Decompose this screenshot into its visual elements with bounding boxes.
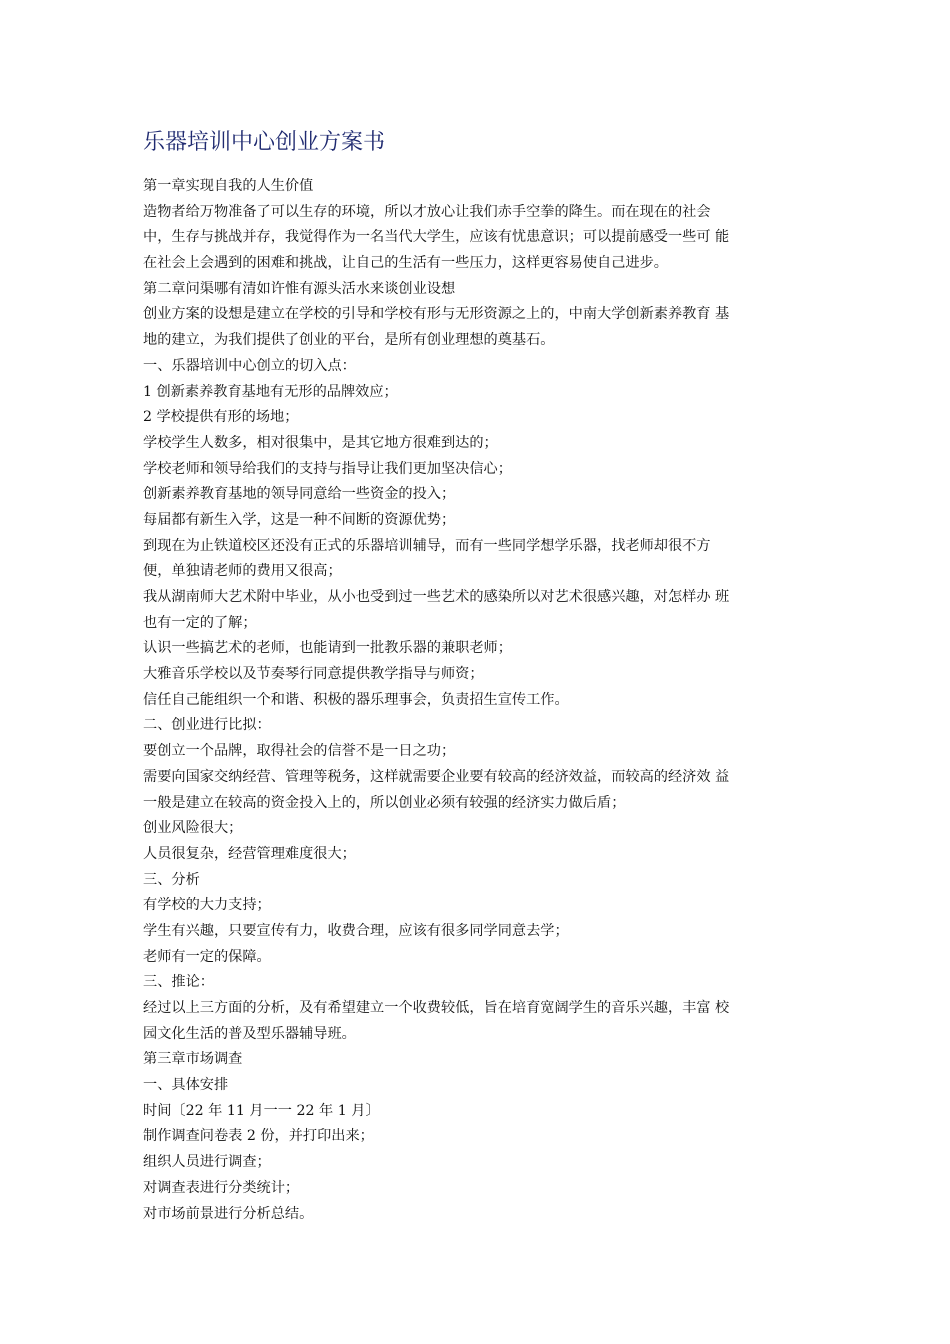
- document-body: [143, 174, 808, 1227]
- text-line: 三、推论：: [143, 974, 214, 991]
- text-line: 也有一定的了解；: [143, 614, 257, 631]
- text-line: 每届都有新生入学，这是一种不间断的资源优势；: [143, 511, 456, 528]
- text-line: 我从湖南师大艺术附中毕业，从小也受到过一些艺术的感染所以对艺术很感兴趣，对怎样办 班: [143, 589, 730, 605]
- text-line: 二、创业进行比拟：: [143, 717, 271, 734]
- text-line: 地的建立，为我们提供了创业的平台，是所有创业理想的奠基石。: [143, 332, 555, 349]
- text-line: 创业风险很大；: [143, 820, 243, 837]
- text-line: 老师有一定的保障。: [143, 948, 271, 965]
- text-line: 在社会上会遇到的困难和挑战，让自己的生活有一些压力，这样更容易使自己进步。: [143, 255, 668, 272]
- text-line: 便，单独请老师的费用又很高；: [143, 563, 342, 580]
- text-line: 2 学校提供有形的场地；: [143, 409, 299, 426]
- text-line: 园文化生活的普及型乐器辅导班。: [143, 1025, 356, 1042]
- text-line: 有学校的大力支持；: [143, 897, 271, 914]
- text-line: 对调查表进行分类统计；: [143, 1179, 300, 1196]
- text-line: 造物者给万物准备了可以生存的环境，所以才放心让我们赤手空拳的降生。而在现在的社会: [143, 203, 711, 220]
- text-line: 学生有兴趣，只要宣传有力，收费合理，应该有很多同学同意去学；: [143, 922, 569, 939]
- document-title: 乐器培训中心创业方案书: [143, 130, 386, 155]
- text-line: 时间〔22 年 11 月一一 22 年 1 月〕: [143, 1102, 380, 1119]
- text-line: 制作调查问卷表 2 份，并打印出来；: [143, 1128, 374, 1145]
- text-line: 创新素养教育基地的领导同意给一些资金的投入；: [143, 486, 456, 503]
- text-line: 需要向国家交纳经营、管理等税务，这样就需要企业要有较高的经济效益，而较高的经济效 益: [143, 768, 730, 785]
- text-line: 大雅音乐学校以及节奏琴行同意提供教学指导与师资；: [143, 666, 484, 683]
- text-line: 1 创新素养教育基地有无形的品牌效应；: [143, 383, 398, 400]
- text-line: 一、乐器培训中心创立的切入点：: [143, 357, 356, 374]
- text-line: 一、具体安排: [143, 1077, 229, 1094]
- text-line: 对市场前景进行分析总结。: [143, 1205, 314, 1222]
- text-line: 经过以上三方面的分析，及有希望建立一个收费较低，旨在培育宽阔学生的音乐兴趣，丰富 校: [143, 1000, 730, 1016]
- text-line: 第三章市场调查: [143, 1051, 243, 1068]
- text-line: 组织人员进行调查；: [143, 1154, 271, 1171]
- text-line: 认识一些搞艺术的老师，也能请到一批教乐器的兼职老师；: [143, 640, 512, 657]
- text-line: 人员很复杂，经营管理难度很大；: [143, 845, 356, 862]
- text-line: 信任自己能组织一个和谐、积极的器乐理事会，负责招生宣传工作。: [143, 691, 569, 708]
- text-line: 三、分析: [143, 871, 200, 888]
- text-line: 要创立一个品牌，取得社会的信誉不是一日之功；: [143, 743, 456, 760]
- text-line: 第一章实现自我的人生价值: [143, 178, 314, 194]
- text-line: 第二章问渠哪有清如许惟有源头活水来谈创业设想: [143, 280, 456, 297]
- text-line: 学校学生人数多，相对很集中，是其它地方很难到达的；: [143, 434, 498, 451]
- text-line: 中，生存与挑战并存，我觉得作为一名当代大学生，应该有忧患意识；可以提前感受一些可 能: [143, 229, 730, 246]
- text-line: 一般是建立在较高的资金投入上的，所以创业必须有较强的经济实力做后盾；: [143, 794, 626, 811]
- text-line: 学校老师和领导给我们的支持与指导让我们更加坚决信心；: [143, 460, 512, 477]
- text-line: 到现在为止铁道校区还没有正式的乐器培训辅导，而有一些同学想学乐器，找老师却很不方: [143, 537, 711, 554]
- text-line: 创业方案的设想是建立在学校的引导和学校有形与无形资源之上的，中南大学创新素养教育 基: [143, 306, 730, 323]
